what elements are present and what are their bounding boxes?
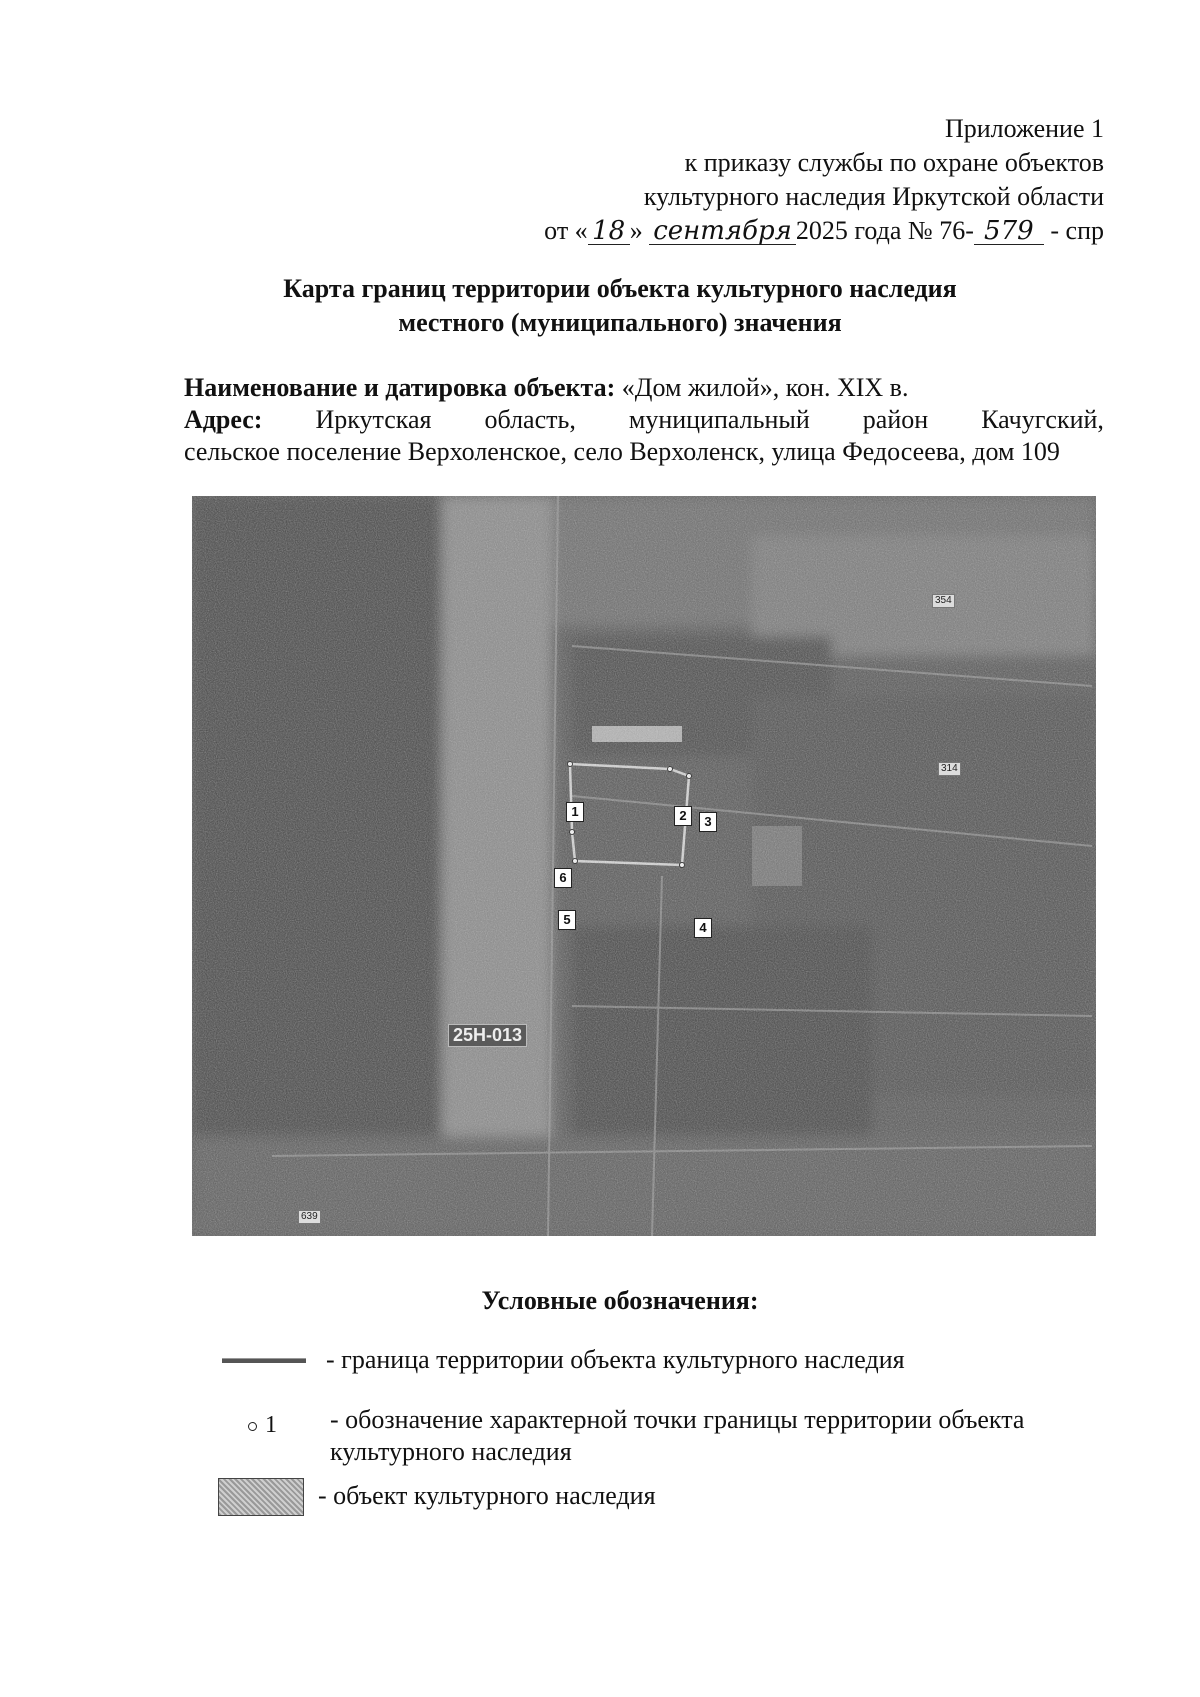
parcel-number-tag: 314 <box>938 762 961 776</box>
satellite-map <box>192 496 1096 1236</box>
parcel-number-tag: 354 <box>932 594 955 608</box>
appendix-authority: культурного наследия Иркутской области <box>643 182 1104 211</box>
boundary-point-label: 1 <box>566 802 584 822</box>
legend-object-text: - объект культурного наследия <box>318 1481 656 1510</box>
legend-point-text-1: - обозначение характерной точки границы территории объекта <box>330 1405 1025 1434</box>
object-name-label: Наименование и датировка объекта: <box>184 373 616 402</box>
boundary-point-label: 2 <box>674 806 692 826</box>
boundary-point-label: 3 <box>699 812 717 832</box>
parcel-number-tag: 639 <box>298 1210 321 1224</box>
date-year-text: 2025 года № 76- <box>795 216 974 245</box>
document-title <box>180 272 1060 340</box>
handwritten-day: 18 <box>588 218 630 245</box>
point-symbol-label: 1 <box>265 1412 277 1438</box>
appendix-title: Приложение 1 <box>944 114 1104 143</box>
address-label: Адрес: <box>184 405 263 434</box>
handwritten-month: сентября <box>649 218 796 245</box>
appendix-order-ref: к приказу службы по охране объектов <box>684 148 1104 177</box>
object-name-value: «Дом жилой», кон. XIX в. <box>621 373 909 402</box>
boundary-point-label: 4 <box>694 918 712 938</box>
boundary-point-label: 6 <box>554 868 572 888</box>
address-line-2: сельское поселение Верхоленское, село Верхоленск, улица Федосеева, дом 109 <box>184 437 1060 466</box>
address-word: Качугский, <box>981 405 1104 434</box>
point-marker-icon <box>248 1422 257 1431</box>
legend-point-text-2: культурного наследия <box>330 1437 572 1466</box>
title-line-2: местного (муниципального) значения <box>398 308 842 337</box>
appendix-header <box>484 112 1104 248</box>
appendix-date-line: от « 18 » сентября 2025 года № 76- 579 - спр <box>544 216 1104 246</box>
order-suffix: - спр <box>1050 216 1104 245</box>
handwritten-order-number: 579 <box>974 218 1044 245</box>
boundary-point-label: 5 <box>558 910 576 930</box>
boundary-line-symbol <box>222 1358 306 1363</box>
object-name <box>184 372 1104 404</box>
address-word: муниципальный <box>628 405 810 434</box>
legend-boundary-text: - граница территории объекта культурного наследия <box>326 1345 905 1374</box>
heritage-object-symbol <box>218 1478 304 1516</box>
map-imagery <box>192 496 1096 1236</box>
object-address <box>184 404 1104 468</box>
point-symbol <box>248 1412 277 1439</box>
address-word: область, <box>484 405 576 434</box>
legend-title: Условные обозначения: <box>481 1286 759 1315</box>
address-word: район <box>862 405 929 434</box>
address-word: Иркутская <box>315 405 432 434</box>
title-line-1: Карта границ территории объекта культурного наследия <box>283 274 957 303</box>
road-label: 25Н-013 <box>448 1024 527 1047</box>
